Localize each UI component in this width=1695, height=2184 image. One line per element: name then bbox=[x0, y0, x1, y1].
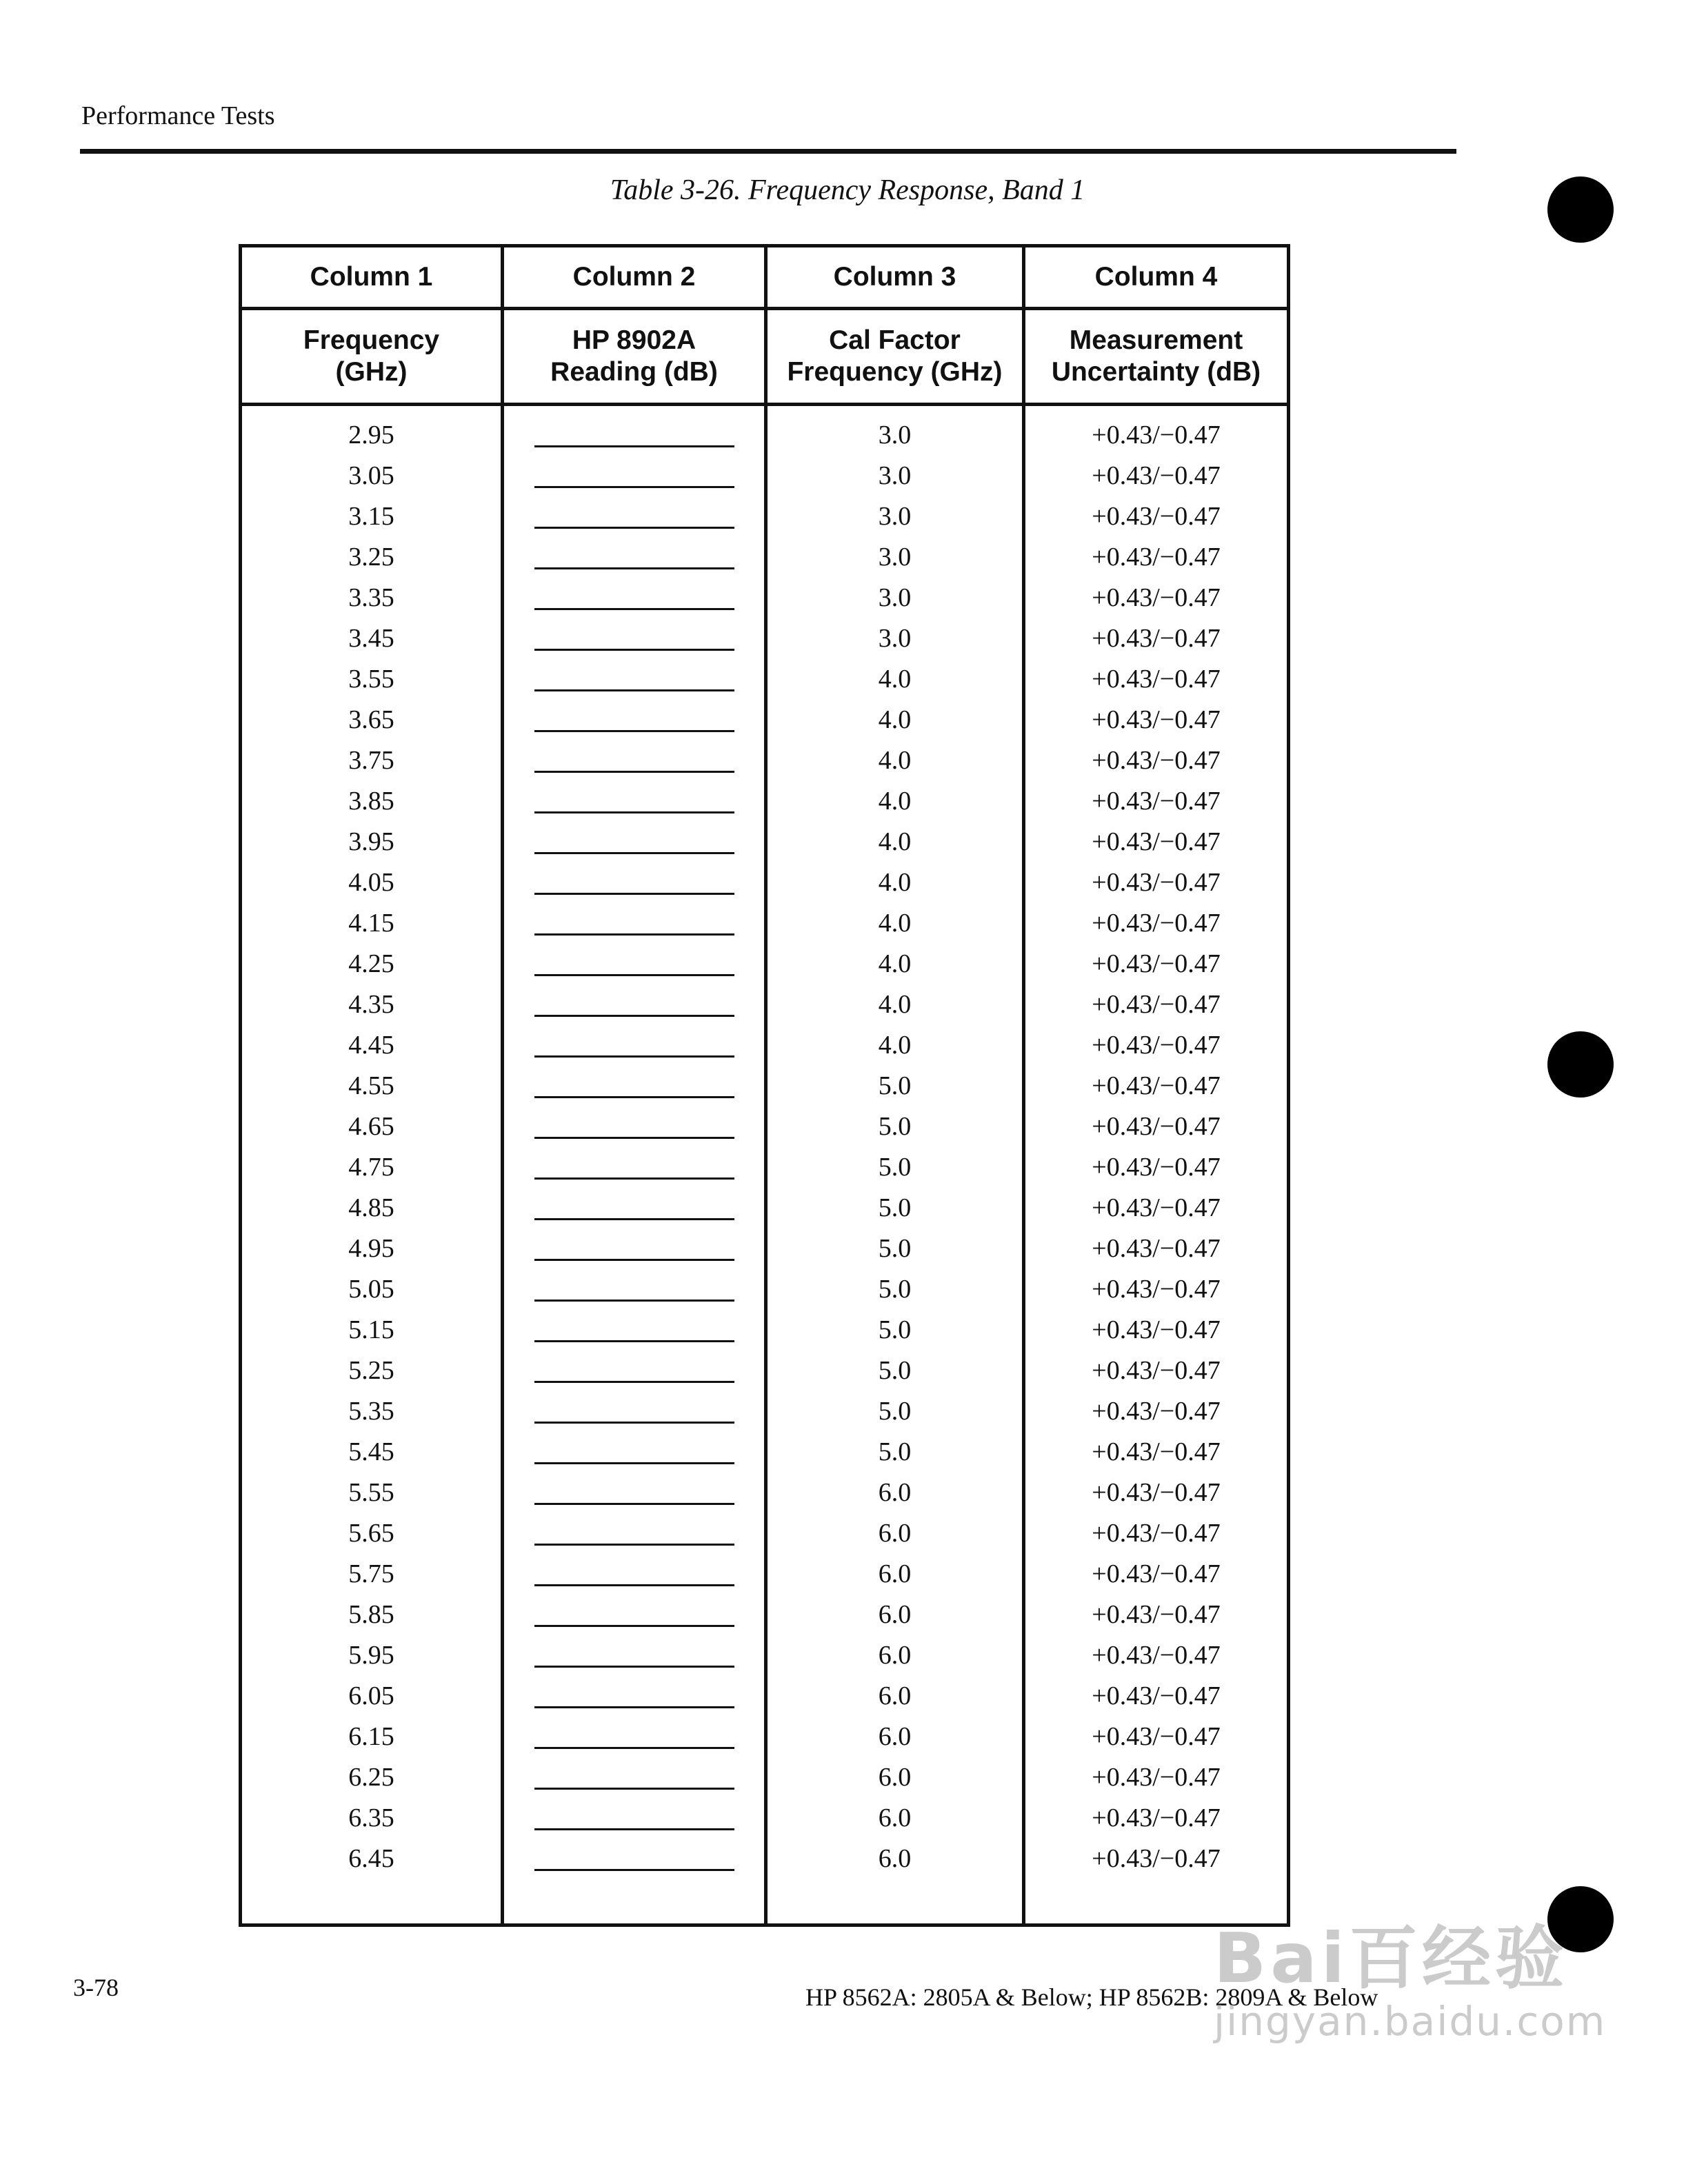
reading-entry-blank[interactable] bbox=[534, 705, 734, 732]
uncertainty-cell: +0.43/−0.47 bbox=[1024, 654, 1289, 694]
frequency-cell: 6.05 bbox=[241, 1670, 503, 1711]
frequency-cell: 5.35 bbox=[241, 1386, 503, 1426]
reading-cell bbox=[503, 1833, 766, 1874]
uncertainty-cell: +0.43/−0.47 bbox=[1024, 1264, 1289, 1304]
uncertainty-cell: +0.43/−0.47 bbox=[1024, 1833, 1289, 1874]
table-row bbox=[241, 405, 1289, 451]
table-row bbox=[241, 776, 1289, 816]
cal-factor-cell: 5.0 bbox=[766, 1060, 1024, 1101]
uncertainty-cell: +0.43/−0.47 bbox=[1024, 1060, 1289, 1101]
uncertainty-cell: +0.43/−0.47 bbox=[1024, 1752, 1289, 1792]
header-line: (GHz) bbox=[335, 357, 408, 387]
watermark bbox=[1214, 1903, 1606, 2045]
frequency-cell: 3.05 bbox=[241, 450, 503, 491]
reading-entry-blank[interactable] bbox=[534, 461, 734, 488]
cal-factor-cell: 3.0 bbox=[766, 450, 1024, 491]
reading-cell bbox=[503, 1386, 766, 1426]
uncertainty-cell: +0.43/−0.47 bbox=[1024, 1630, 1289, 1670]
reading-entry-blank[interactable] bbox=[534, 543, 734, 569]
frequency-cell: 4.25 bbox=[241, 938, 503, 979]
frequency-cell: 4.45 bbox=[241, 1020, 503, 1060]
uncertainty-cell: +0.43/−0.47 bbox=[1024, 1467, 1289, 1508]
reading-cell bbox=[503, 532, 766, 572]
reading-entry-blank[interactable] bbox=[534, 1844, 734, 1871]
table-row bbox=[241, 1426, 1289, 1467]
column-header-frequency bbox=[241, 309, 503, 405]
reading-cell bbox=[503, 1589, 766, 1630]
frequency-cell: 4.85 bbox=[241, 1182, 503, 1223]
uncertainty-cell: +0.43/−0.47 bbox=[1024, 735, 1289, 776]
header-line: Measurement bbox=[1069, 325, 1243, 355]
table-row bbox=[241, 816, 1289, 857]
reading-cell bbox=[503, 613, 766, 654]
reading-cell bbox=[503, 857, 766, 898]
cal-factor-cell: 6.0 bbox=[766, 1752, 1024, 1792]
header-line: Reading (dB) bbox=[550, 357, 718, 387]
frequency-cell: 5.85 bbox=[241, 1589, 503, 1630]
frequency-cell: 3.15 bbox=[241, 491, 503, 532]
cal-factor-cell: 5.0 bbox=[766, 1142, 1024, 1182]
reading-entry-blank[interactable] bbox=[534, 1031, 734, 1058]
watermark-url: jingyan.baidu.com bbox=[1214, 1998, 1607, 2045]
empty-cell bbox=[503, 1874, 766, 1925]
watermark-logo: Bai百经验 bbox=[1214, 1918, 1568, 1999]
cal-factor-cell: 4.0 bbox=[766, 857, 1024, 898]
frequency-cell: 6.15 bbox=[241, 1711, 503, 1752]
cal-factor-cell: 5.0 bbox=[766, 1426, 1024, 1467]
reading-entry-blank[interactable] bbox=[534, 1478, 734, 1505]
reading-entry-blank[interactable] bbox=[534, 1803, 734, 1830]
cal-factor-cell: 6.0 bbox=[766, 1670, 1024, 1711]
table-row bbox=[241, 1182, 1289, 1223]
frequency-response-table bbox=[239, 244, 1290, 1927]
cal-factor-cell: 5.0 bbox=[766, 1264, 1024, 1304]
cal-factor-cell: 4.0 bbox=[766, 1020, 1024, 1060]
reading-entry-blank[interactable] bbox=[534, 665, 734, 691]
frequency-cell: 5.05 bbox=[241, 1264, 503, 1304]
uncertainty-cell: +0.43/−0.47 bbox=[1024, 1670, 1289, 1711]
uncertainty-cell: +0.43/−0.47 bbox=[1024, 572, 1289, 613]
reading-entry-blank[interactable] bbox=[534, 1641, 734, 1668]
reading-entry-blank[interactable] bbox=[534, 421, 734, 447]
frequency-cell: 4.35 bbox=[241, 979, 503, 1020]
frequency-cell: 5.55 bbox=[241, 1467, 503, 1508]
table-row bbox=[241, 1752, 1289, 1792]
cal-factor-cell: 4.0 bbox=[766, 979, 1024, 1020]
cal-factor-cell: 5.0 bbox=[766, 1182, 1024, 1223]
reading-entry-blank[interactable] bbox=[534, 909, 734, 936]
table-row bbox=[241, 938, 1289, 979]
uncertainty-cell: +0.43/−0.47 bbox=[1024, 1386, 1289, 1426]
reading-cell bbox=[503, 1426, 766, 1467]
frequency-cell: 6.45 bbox=[241, 1833, 503, 1874]
cal-factor-cell: 5.0 bbox=[766, 1386, 1024, 1426]
uncertainty-cell: +0.43/−0.47 bbox=[1024, 1182, 1289, 1223]
frequency-cell: 5.25 bbox=[241, 1345, 503, 1386]
reading-entry-blank[interactable] bbox=[534, 1356, 734, 1383]
frequency-cell: 4.65 bbox=[241, 1101, 503, 1142]
cal-factor-cell: 5.0 bbox=[766, 1345, 1024, 1386]
table-caption: Table 3-26. Frequency Response, Band 1 bbox=[610, 174, 1085, 206]
cal-factor-cell: 3.0 bbox=[766, 491, 1024, 532]
reading-cell bbox=[503, 1508, 766, 1548]
frequency-cell: 6.25 bbox=[241, 1752, 503, 1792]
reading-entry-blank[interactable] bbox=[534, 1519, 734, 1546]
column-header-reading bbox=[503, 309, 766, 405]
uncertainty-cell: +0.43/−0.47 bbox=[1024, 613, 1289, 654]
reading-entry-blank[interactable] bbox=[534, 1234, 734, 1261]
reading-entry-blank[interactable] bbox=[534, 1397, 734, 1424]
frequency-cell: 5.75 bbox=[241, 1548, 503, 1589]
cal-factor-cell: 6.0 bbox=[766, 1467, 1024, 1508]
table-row bbox=[241, 450, 1289, 491]
reading-entry-blank[interactable] bbox=[534, 868, 734, 895]
reading-cell bbox=[503, 816, 766, 857]
table-row bbox=[241, 1833, 1289, 1874]
cal-factor-cell: 6.0 bbox=[766, 1630, 1024, 1670]
cal-factor-cell: 4.0 bbox=[766, 694, 1024, 735]
reading-entry-blank[interactable] bbox=[534, 1112, 734, 1139]
binder-hole-middle bbox=[1547, 1031, 1614, 1098]
footer-applicability: HP 8562A: 2805A & Below; HP 8562B: 2809A & Below bbox=[805, 1983, 1378, 2011]
frequency-cell: 4.75 bbox=[241, 1142, 503, 1182]
cal-factor-cell: 4.0 bbox=[766, 654, 1024, 694]
cal-factor-cell: 3.0 bbox=[766, 613, 1024, 654]
reading-cell bbox=[503, 735, 766, 776]
table-row bbox=[241, 613, 1289, 654]
reading-cell bbox=[503, 898, 766, 938]
column-header-row bbox=[241, 309, 1289, 405]
frequency-cell: 4.05 bbox=[241, 857, 503, 898]
table-row bbox=[241, 572, 1289, 613]
reading-entry-blank[interactable] bbox=[534, 1193, 734, 1220]
table-row bbox=[241, 1548, 1289, 1589]
reading-entry-blank[interactable] bbox=[534, 1437, 734, 1464]
uncertainty-cell: +0.43/−0.47 bbox=[1024, 816, 1289, 857]
header-line: Frequency bbox=[303, 325, 440, 355]
reading-cell bbox=[503, 694, 766, 735]
header-rule bbox=[80, 149, 1456, 154]
reading-entry-blank[interactable] bbox=[534, 1600, 734, 1627]
header-line: Frequency (GHz) bbox=[787, 357, 1003, 387]
table-bottom-padding bbox=[241, 1874, 1289, 1925]
frequency-cell: 3.25 bbox=[241, 532, 503, 572]
table-row bbox=[241, 1386, 1289, 1426]
table-row bbox=[241, 1101, 1289, 1142]
column-number: Column 1 bbox=[241, 246, 503, 309]
reading-cell bbox=[503, 1020, 766, 1060]
table-row bbox=[241, 532, 1289, 572]
header-line: Cal Factor bbox=[829, 325, 961, 355]
empty-cell bbox=[241, 1874, 503, 1925]
uncertainty-cell: +0.43/−0.47 bbox=[1024, 1508, 1289, 1548]
frequency-response-table-wrap bbox=[239, 244, 1290, 1927]
uncertainty-cell: +0.43/−0.47 bbox=[1024, 1345, 1289, 1386]
reading-entry-blank[interactable] bbox=[534, 990, 734, 1017]
frequency-cell: 5.15 bbox=[241, 1304, 503, 1345]
page-number: 3-78 bbox=[73, 1974, 119, 2001]
table-row bbox=[241, 979, 1289, 1020]
reading-cell bbox=[503, 572, 766, 613]
reading-cell bbox=[503, 979, 766, 1020]
reading-cell bbox=[503, 1792, 766, 1833]
empty-cell bbox=[766, 1874, 1024, 1925]
frequency-cell: 3.55 bbox=[241, 654, 503, 694]
uncertainty-cell: +0.43/−0.47 bbox=[1024, 532, 1289, 572]
reading-cell bbox=[503, 654, 766, 694]
reading-entry-blank[interactable] bbox=[534, 624, 734, 651]
table-row bbox=[241, 1508, 1289, 1548]
cal-factor-cell: 4.0 bbox=[766, 898, 1024, 938]
uncertainty-cell: +0.43/−0.47 bbox=[1024, 1548, 1289, 1589]
uncertainty-cell: +0.43/−0.47 bbox=[1024, 1426, 1289, 1467]
table-row bbox=[241, 654, 1289, 694]
table-row bbox=[241, 1467, 1289, 1508]
table-row bbox=[241, 1711, 1289, 1752]
frequency-cell: 6.35 bbox=[241, 1792, 503, 1833]
reading-entry-blank[interactable] bbox=[534, 1315, 734, 1342]
cal-factor-cell: 5.0 bbox=[766, 1304, 1024, 1345]
reading-cell bbox=[503, 1060, 766, 1101]
column-header-uncertainty bbox=[1024, 309, 1289, 405]
reading-cell bbox=[503, 450, 766, 491]
section-header: Performance Tests bbox=[81, 101, 275, 130]
reading-cell bbox=[503, 491, 766, 532]
frequency-cell: 5.45 bbox=[241, 1426, 503, 1467]
reading-cell bbox=[503, 1345, 766, 1386]
uncertainty-cell: +0.43/−0.47 bbox=[1024, 898, 1289, 938]
cal-factor-cell: 6.0 bbox=[766, 1508, 1024, 1548]
reading-entry-blank[interactable] bbox=[534, 827, 734, 854]
reading-cell bbox=[503, 1752, 766, 1792]
reading-cell bbox=[503, 1101, 766, 1142]
table-row bbox=[241, 1264, 1289, 1304]
cal-factor-cell: 6.0 bbox=[766, 1711, 1024, 1752]
uncertainty-cell: +0.43/−0.47 bbox=[1024, 1142, 1289, 1182]
uncertainty-cell: +0.43/−0.47 bbox=[1024, 1304, 1289, 1345]
reading-entry-blank[interactable] bbox=[534, 746, 734, 773]
table-row bbox=[241, 694, 1289, 735]
cal-factor-cell: 4.0 bbox=[766, 735, 1024, 776]
reading-cell bbox=[503, 1630, 766, 1670]
cal-factor-cell: 3.0 bbox=[766, 572, 1024, 613]
uncertainty-cell: +0.43/−0.47 bbox=[1024, 450, 1289, 491]
cal-factor-cell: 4.0 bbox=[766, 938, 1024, 979]
frequency-cell: 3.95 bbox=[241, 816, 503, 857]
reading-entry-blank[interactable] bbox=[534, 1763, 734, 1790]
reading-cell bbox=[503, 1711, 766, 1752]
table-row bbox=[241, 491, 1289, 532]
cal-factor-cell: 6.0 bbox=[766, 1589, 1024, 1630]
frequency-cell: 4.15 bbox=[241, 898, 503, 938]
reading-entry-blank[interactable] bbox=[534, 787, 734, 813]
reading-entry-blank[interactable] bbox=[534, 1071, 734, 1098]
reading-cell bbox=[503, 1304, 766, 1345]
reading-entry-blank[interactable] bbox=[534, 583, 734, 610]
cal-factor-cell: 6.0 bbox=[766, 1792, 1024, 1833]
frequency-cell: 5.65 bbox=[241, 1508, 503, 1548]
table-body bbox=[241, 405, 1289, 1925]
uncertainty-cell: +0.43/−0.47 bbox=[1024, 1792, 1289, 1833]
uncertainty-cell: +0.43/−0.47 bbox=[1024, 694, 1289, 735]
column-number: Column 4 bbox=[1024, 246, 1289, 309]
uncertainty-cell: +0.43/−0.47 bbox=[1024, 1020, 1289, 1060]
table-row bbox=[241, 1223, 1289, 1264]
header-line: HP 8902A bbox=[572, 325, 696, 355]
uncertainty-cell: +0.43/−0.47 bbox=[1024, 405, 1289, 451]
column-number-row bbox=[241, 246, 1289, 309]
frequency-cell: 3.65 bbox=[241, 694, 503, 735]
table-row bbox=[241, 1670, 1289, 1711]
reading-cell bbox=[503, 405, 766, 451]
uncertainty-cell: +0.43/−0.47 bbox=[1024, 1101, 1289, 1142]
frequency-cell: 4.55 bbox=[241, 1060, 503, 1101]
uncertainty-cell: +0.43/−0.47 bbox=[1024, 979, 1289, 1020]
reading-cell bbox=[503, 1670, 766, 1711]
table-row bbox=[241, 898, 1289, 938]
uncertainty-cell: +0.43/−0.47 bbox=[1024, 776, 1289, 816]
uncertainty-cell: +0.43/−0.47 bbox=[1024, 1589, 1289, 1630]
cal-factor-cell: 4.0 bbox=[766, 776, 1024, 816]
frequency-cell: 3.75 bbox=[241, 735, 503, 776]
table-row bbox=[241, 1630, 1289, 1670]
reading-cell bbox=[503, 1182, 766, 1223]
uncertainty-cell: +0.43/−0.47 bbox=[1024, 857, 1289, 898]
reading-cell bbox=[503, 776, 766, 816]
cal-factor-cell: 3.0 bbox=[766, 405, 1024, 451]
column-number: Column 2 bbox=[503, 246, 766, 309]
column-number: Column 3 bbox=[766, 246, 1024, 309]
table-row bbox=[241, 1792, 1289, 1833]
reading-entry-blank[interactable] bbox=[534, 949, 734, 976]
frequency-cell: 2.95 bbox=[241, 405, 503, 451]
table-row bbox=[241, 1142, 1289, 1182]
reading-cell bbox=[503, 938, 766, 979]
reading-entry-blank[interactable] bbox=[534, 1681, 734, 1708]
reading-cell bbox=[503, 1467, 766, 1508]
reading-cell bbox=[503, 1223, 766, 1264]
table-row bbox=[241, 1304, 1289, 1345]
cal-factor-cell: 6.0 bbox=[766, 1548, 1024, 1589]
frequency-cell: 4.95 bbox=[241, 1223, 503, 1264]
uncertainty-cell: +0.43/−0.47 bbox=[1024, 1711, 1289, 1752]
reading-cell bbox=[503, 1264, 766, 1304]
uncertainty-cell: +0.43/−0.47 bbox=[1024, 938, 1289, 979]
frequency-cell: 5.95 bbox=[241, 1630, 503, 1670]
cal-factor-cell: 6.0 bbox=[766, 1833, 1024, 1874]
reading-entry-blank[interactable] bbox=[534, 1559, 734, 1586]
frequency-cell: 3.35 bbox=[241, 572, 503, 613]
reading-entry-blank[interactable] bbox=[534, 1153, 734, 1180]
table-row bbox=[241, 735, 1289, 776]
table-row bbox=[241, 1345, 1289, 1386]
cal-factor-cell: 5.0 bbox=[766, 1101, 1024, 1142]
cal-factor-cell: 3.0 bbox=[766, 532, 1024, 572]
column-header-cal-factor bbox=[766, 309, 1024, 405]
frequency-cell: 3.45 bbox=[241, 613, 503, 654]
reading-entry-blank[interactable] bbox=[534, 1722, 734, 1749]
frequency-cell: 3.85 bbox=[241, 776, 503, 816]
uncertainty-cell: +0.43/−0.47 bbox=[1024, 491, 1289, 532]
uncertainty-cell: +0.43/−0.47 bbox=[1024, 1223, 1289, 1264]
reading-entry-blank[interactable] bbox=[534, 1275, 734, 1302]
table-row bbox=[241, 1060, 1289, 1101]
table-row bbox=[241, 1020, 1289, 1060]
reading-cell bbox=[503, 1548, 766, 1589]
table-row bbox=[241, 857, 1289, 898]
table-row bbox=[241, 1589, 1289, 1630]
cal-factor-cell: 5.0 bbox=[766, 1223, 1024, 1264]
reading-cell bbox=[503, 1142, 766, 1182]
header-line: Uncertainty (dB) bbox=[1051, 357, 1261, 387]
reading-entry-blank[interactable] bbox=[534, 502, 734, 529]
cal-factor-cell: 4.0 bbox=[766, 816, 1024, 857]
